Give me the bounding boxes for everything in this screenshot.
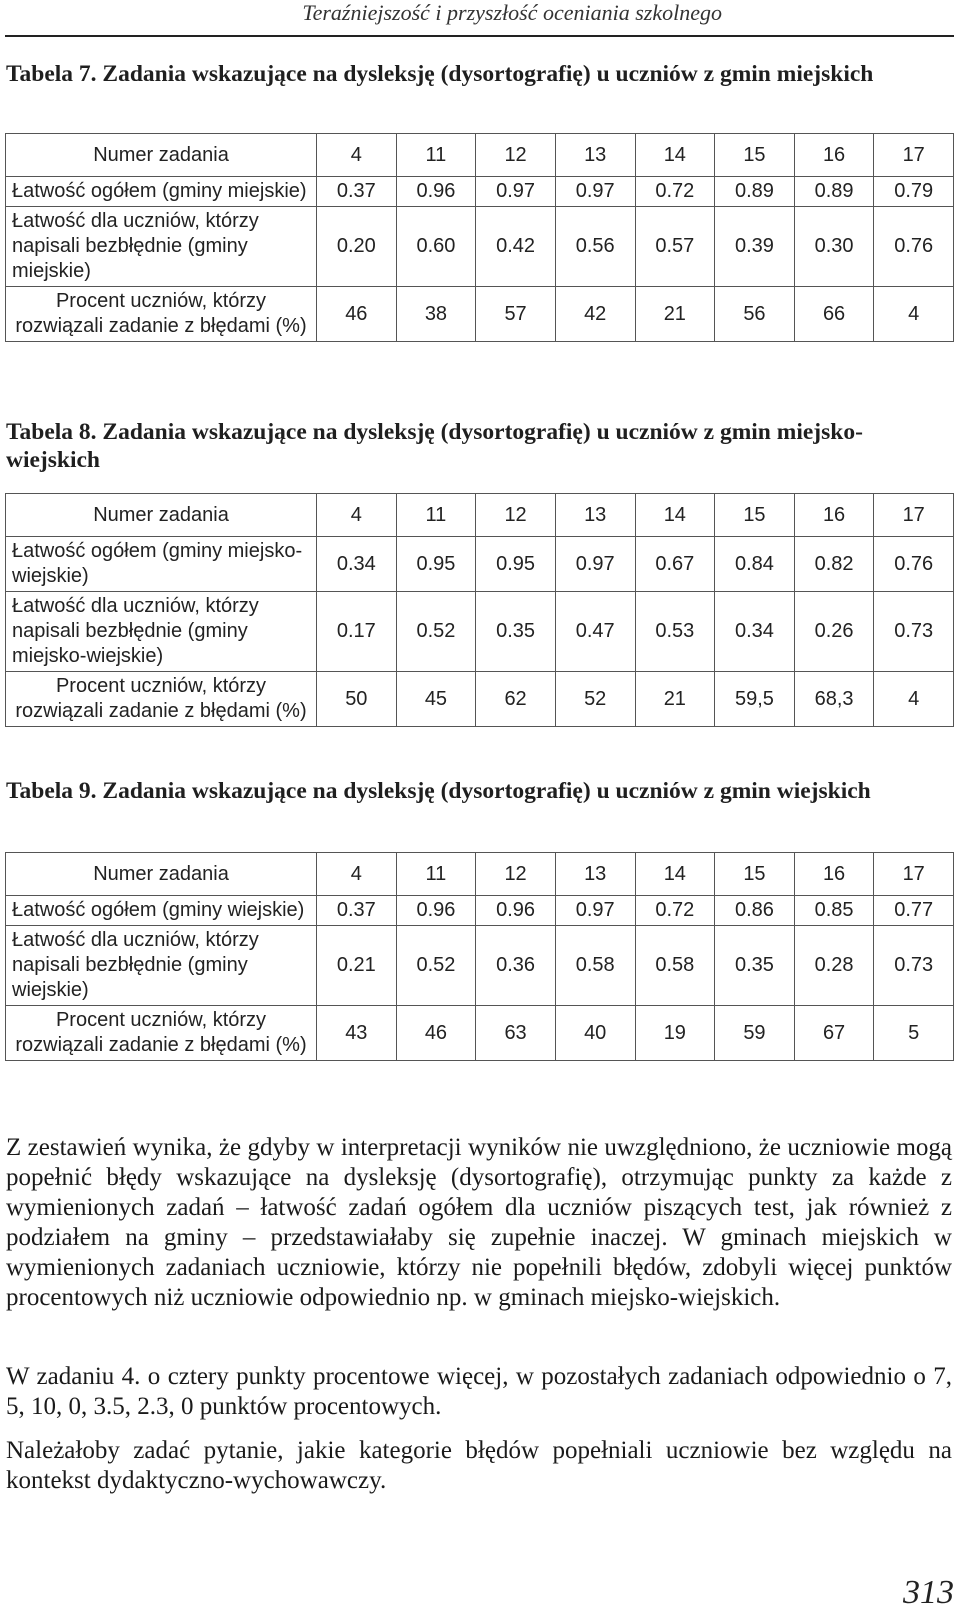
page-number: 313: [903, 1574, 954, 1611]
table-cell: 0.37: [317, 177, 397, 207]
header-label: Numer zadania: [6, 134, 317, 177]
column-header: 16: [794, 494, 874, 537]
table-cell: 50: [317, 672, 397, 727]
table-cell: 0.34: [715, 592, 795, 672]
table-7: [5, 133, 954, 342]
table-cell: 0.97: [555, 537, 635, 592]
table-cell: 45: [396, 672, 476, 727]
column-header: 13: [555, 494, 635, 537]
column-header: 15: [715, 134, 795, 177]
column-header: 4: [317, 134, 397, 177]
table-header-row: [6, 853, 954, 896]
running-header: Teraźniejszość i przyszłość oceniania szkolnego: [302, 0, 722, 25]
table-row: [6, 207, 954, 287]
table-cell: 0.20: [317, 207, 397, 287]
table-cell: 0.89: [715, 177, 795, 207]
row-label: Procent uczniów, którzy rozwiązali zadanie z błędami (%): [6, 1006, 317, 1061]
body-paragraph: Z zestawień wynika, że gdyby w interpretacji wyników nie uwzględniono, że uczniowie mogą popełnić błędy wskazujące na dysleksję (dysortografię), otrzymując punkty za każde z wymienionych zadań – łatwość zadań ogółem dla uczniów piszących test, jak również z podziałem na gminy – przedstawiałaby się zupełnie inaczej. W gminach miejskich w wymienionych zadaniach uczniowie, którzy nie popełnili błędów, zdobyli więcej punktów procentowych niż uczniowie odpowiednio np. w gminach miejsko-wiejskich.: [6, 1134, 952, 1311]
table-cell: 0.96: [396, 177, 476, 207]
table-cell: 43: [317, 1006, 397, 1061]
column-header: 4: [317, 494, 397, 537]
column-header: 17: [874, 494, 954, 537]
row-label: Łatwość dla uczniów, którzy napisali bezbłędnie (gminy miejskie): [6, 207, 317, 287]
table-cell: 19: [635, 1006, 715, 1061]
table-cell: 0.82: [794, 537, 874, 592]
table-cell: 0.56: [555, 207, 635, 287]
table-cell: 0.60: [396, 207, 476, 287]
table-cell: 0.77: [874, 896, 954, 926]
table-cell: 0.67: [635, 537, 715, 592]
table-cell: 0.79: [874, 177, 954, 207]
column-header: 11: [396, 853, 476, 896]
table-cell: 0.84: [715, 537, 795, 592]
table-row: [6, 926, 954, 1006]
header-label: Numer zadania: [6, 853, 317, 896]
table-cell: 0.34: [317, 537, 397, 592]
table-cell: 59,5: [715, 672, 795, 727]
table-cell: 0.28: [794, 926, 874, 1006]
column-header: 12: [476, 494, 556, 537]
column-header: 12: [476, 134, 556, 177]
table-cell: 0.73: [874, 926, 954, 1006]
table-9: [5, 852, 954, 1061]
row-label: Łatwość dla uczniów, którzy napisali bezbłędnie (gminy miejsko-wiejskie): [6, 592, 317, 672]
row-label: Łatwość ogółem (gminy miejskie): [6, 177, 317, 207]
table-cell: 0.97: [476, 177, 556, 207]
table-cell: 0.89: [794, 177, 874, 207]
table-cell: 67: [794, 1006, 874, 1061]
column-header: 14: [635, 134, 715, 177]
table-cell: 0.95: [476, 537, 556, 592]
table-cell: 57: [476, 287, 556, 342]
table-row: [6, 537, 954, 592]
table-cell: 56: [715, 287, 795, 342]
table-cell: 4: [874, 287, 954, 342]
column-header: 16: [794, 853, 874, 896]
table-7-caption: Tabela 7. Zadania wskazujące na dysleksję (dysortografię) u uczniów z gmin miejskich: [6, 61, 874, 87]
row-label: Łatwość ogółem (gminy miejsko-wiejskie): [6, 537, 317, 592]
table-row: [6, 896, 954, 926]
table-cell: 0.86: [715, 896, 795, 926]
table-cell: 21: [635, 287, 715, 342]
table-cell: 0.21: [317, 926, 397, 1006]
column-header: 15: [715, 853, 795, 896]
table-cell: 0.97: [555, 177, 635, 207]
table-cell: 38: [396, 287, 476, 342]
column-header: 13: [555, 134, 635, 177]
table-header-row: [6, 134, 954, 177]
row-label: Procent uczniów, którzy rozwiązali zadanie z błędami (%): [6, 287, 317, 342]
table-row: [6, 287, 954, 342]
table-cell: 46: [396, 1006, 476, 1061]
table-row: [6, 1006, 954, 1061]
table-cell: 0.47: [555, 592, 635, 672]
column-header: 13: [555, 853, 635, 896]
column-header: 14: [635, 494, 715, 537]
table-cell: 66: [794, 287, 874, 342]
table-cell: 0.52: [396, 926, 476, 1006]
row-label: Łatwość dla uczniów, którzy napisali bezbłędnie (gminy wiejskie): [6, 926, 317, 1006]
table-cell: 0.17: [317, 592, 397, 672]
header-label: Numer zadania: [6, 494, 317, 537]
table-row: [6, 177, 954, 207]
table-9-caption: Tabela 9. Zadania wskazujące na dysleksję (dysortografię) u uczniów z gmin wiejskich: [6, 778, 871, 804]
table-cell: 0.58: [555, 926, 635, 1006]
table-8: [5, 493, 954, 727]
body-paragraph: W zadaniu 4. o cztery punkty procentowe więcej, w pozostałych zadaniach odpowiednio o 7, 5, 10, 0, 3.5, 2.3, 0 punktów procentowych.: [6, 1363, 952, 1420]
table-cell: 4: [874, 672, 954, 727]
table-cell: 0.35: [476, 592, 556, 672]
table-cell: 0.96: [396, 896, 476, 926]
table-cell: 0.53: [635, 592, 715, 672]
table-cell: 59: [715, 1006, 795, 1061]
table-cell: 0.95: [396, 537, 476, 592]
column-header: 4: [317, 853, 397, 896]
table-row: [6, 672, 954, 727]
table-cell: 0.72: [635, 177, 715, 207]
column-header: 14: [635, 853, 715, 896]
table-cell: 0.30: [794, 207, 874, 287]
table-cell: 0.42: [476, 207, 556, 287]
table-cell: 0.96: [476, 896, 556, 926]
table-cell: 42: [555, 287, 635, 342]
table-cell: 0.57: [635, 207, 715, 287]
column-header: 15: [715, 494, 795, 537]
column-header: 16: [794, 134, 874, 177]
column-header: 17: [874, 134, 954, 177]
table-cell: 63: [476, 1006, 556, 1061]
table-header-row: [6, 494, 954, 537]
table-cell: 68,3: [794, 672, 874, 727]
header-rule: [5, 35, 954, 37]
column-header: 11: [396, 134, 476, 177]
table-cell: 0.76: [874, 207, 954, 287]
column-header: 17: [874, 853, 954, 896]
table-cell: 21: [635, 672, 715, 727]
table-cell: 0.76: [874, 537, 954, 592]
table-cell: 0.36: [476, 926, 556, 1006]
table-cell: 0.72: [635, 896, 715, 926]
table-cell: 0.73: [874, 592, 954, 672]
table-row: [6, 592, 954, 672]
table-cell: 0.35: [715, 926, 795, 1006]
row-label: Procent uczniów, którzy rozwiązali zadanie z błędami (%): [6, 672, 317, 727]
table-cell: 5: [874, 1006, 954, 1061]
table-cell: 0.58: [635, 926, 715, 1006]
table-cell: 0.37: [317, 896, 397, 926]
table-cell: 62: [476, 672, 556, 727]
table-cell: 40: [555, 1006, 635, 1061]
column-header: 12: [476, 853, 556, 896]
table-cell: 0.39: [715, 207, 795, 287]
table-8-caption: Tabela 8. Zadania wskazujące na dysleksję (dysortografię) u uczniów z gmin miejsko-wiejskich: [6, 419, 863, 473]
column-header: 11: [396, 494, 476, 537]
row-label: Łatwość ogółem (gminy wiejskie): [6, 896, 317, 926]
table-cell: 0.52: [396, 592, 476, 672]
table-cell: 0.85: [794, 896, 874, 926]
table-cell: 0.97: [555, 896, 635, 926]
table-cell: 46: [317, 287, 397, 342]
table-cell: 52: [555, 672, 635, 727]
table-cell: 0.26: [794, 592, 874, 672]
body-paragraph: Należałoby zadać pytanie, jakie kategorie błędów popełniali uczniowie bez względu na kontekst dydaktyczno-wychowawczy.: [6, 1437, 952, 1494]
